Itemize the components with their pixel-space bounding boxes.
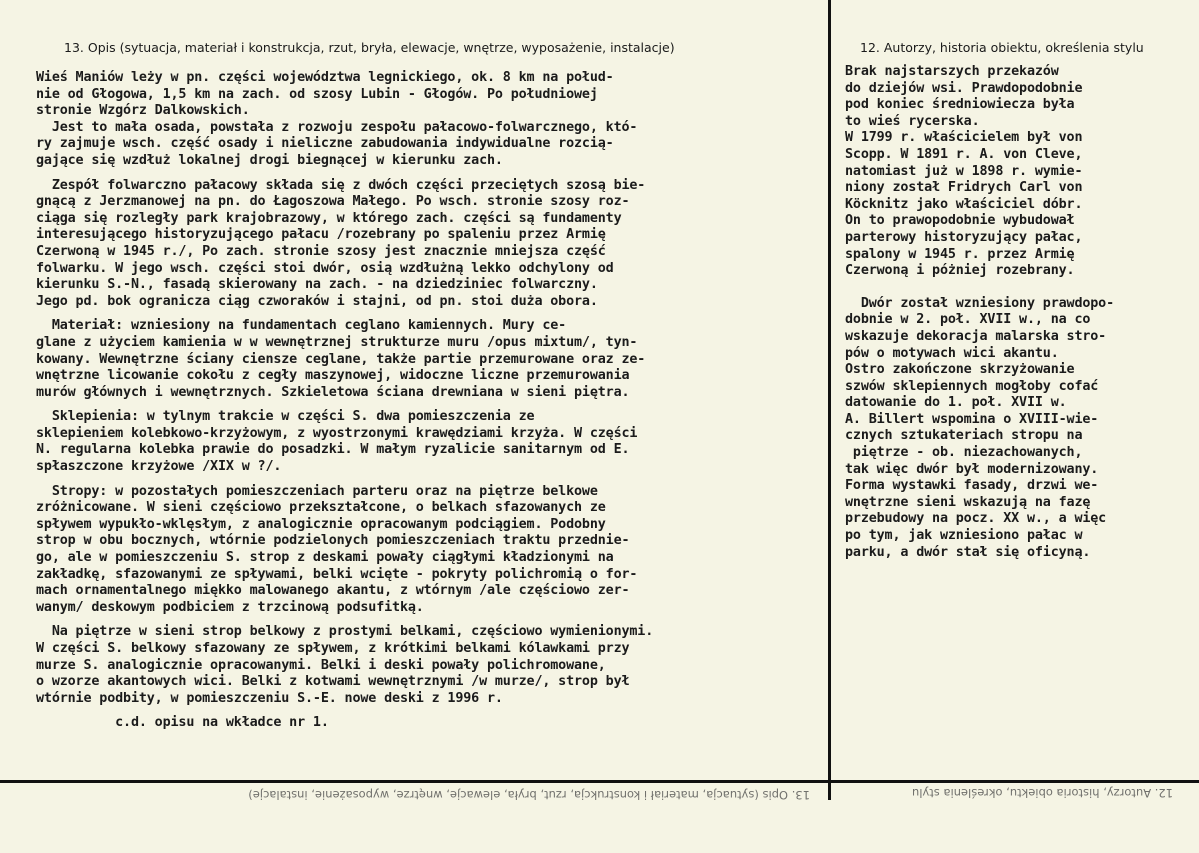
description-line: Materiał: wzniesiony na fundamentach ceglano kamiennych. Mury ce-: [36, 318, 567, 334]
description-line: kowany. Wewnętrzne ściany ciensze ceglane, także partie przemurowane oraz ze-: [36, 351, 646, 367]
description-line: gnącą z Jerzmanowej na pn. do Łagoszowa Małego. Po wsch. stronie szosy roz-: [36, 194, 630, 210]
bottom-rule: [0, 780, 1199, 783]
history-line: po tym, jak wzniesiono pałac w: [845, 528, 1083, 544]
description-line: stronie Wzgórz Dalkowskich.: [36, 103, 250, 119]
description-line: interesującego historyzującego pałacu /rozebrany po spaleniu przez Armię: [36, 227, 606, 243]
description-line: W części S. belkowy sfazowany ze spływem, z krótkimi belkami kólawkami przy: [36, 641, 630, 656]
description-line: murów głównych i wewnętrznych. Szkieletowa ściana drewniana w sieni piętra.: [36, 384, 630, 400]
right-column-header: 12. Autorzy, historia obiektu, określenia stylu: [860, 40, 1144, 55]
history-line: natomiast już w 1898 r. wymie-: [845, 163, 1083, 179]
description-line: [36, 476, 653, 484]
description-line: folwarku. W jego wsch. części stoi dwór, osią wzdłużną lekko odchylony od: [36, 260, 614, 276]
history-line: wskazuje dekoracja malarska stro-: [845, 328, 1107, 344]
history-line: Czerwoną i póżniej rozebrany.: [845, 263, 1075, 279]
history-line: przebudowy na pocz. XX w., a więc: [845, 511, 1107, 527]
description-line: Stropy: w pozostałych pomieszczeniach parteru oraz na piętrze belkowe: [36, 483, 598, 499]
description-line: o wzorze akantowych wici. Belki z kotwami wewnętrznymi /w murze/, strop był: [36, 674, 630, 690]
description-line: zróżnicowane. W sieni częściowo przekształcone, o belkach sfazowanych ze: [36, 500, 606, 516]
description-line: ry zajmuje wsch. część osady i nieliczne zabudowania indywidualne rozcią-: [36, 136, 614, 152]
history-line: wnętrzne sieni wskazują na fazę: [845, 494, 1091, 510]
history-line: szwów sklepiennych mogłoby cofać: [845, 378, 1099, 394]
description-line: Wieś Maniów leży w pn. części województwa legnickiego, ok. 8 km na połud-: [36, 70, 614, 85]
history-line: Scopp. W 1891 r. A. von Cleve,: [845, 146, 1083, 162]
description-line: go, ale w pomieszczeniu S. strop z deskami powały ciągłymi kładzionymi na: [36, 550, 614, 566]
description-line: spływem wypukło-wklęsłym, z analogicznie opracowanym podciągiem. Podobny: [36, 516, 606, 532]
history-line: piętrze - ob. niezachowanych,: [845, 445, 1083, 461]
description-line: zakładkę, sfazowanymi ze spływami, belki wcięte - pokryty polichromią o for-: [36, 566, 638, 582]
history-line: [845, 280, 1114, 288]
history-line: spalony w 1945 r. przez Armię: [845, 246, 1075, 262]
description-line: ciąga się rozległy park krajobrazowy, w którego zach. części są fundamenty: [36, 210, 622, 226]
mirrored-back-header-right: 12. Autorzy, historia obiektu, określenia stylu: [912, 786, 1174, 800]
description-line: spłaszczone krzyżowe /XIX w ?/.: [36, 459, 282, 475]
description-line: Na piętrze w sieni strop belkowy z prostymi belkami, częściowo wymienionymi.: [36, 624, 654, 640]
history-line: niony został Fridrych Carl von: [845, 180, 1083, 196]
history-text: [845, 64, 1114, 561]
description-line: Sklepienia: w tylnym trakcie w części S. dwa pomieszczenia ze: [36, 409, 535, 425]
description-text: [36, 70, 653, 732]
history-line: tak więc dwór był modernizowany.: [845, 461, 1099, 477]
history-line: cznych sztukateriach stropu na: [845, 428, 1083, 444]
history-line: parterowy historyzujący pałac,: [845, 229, 1083, 245]
description-line: Zespół folwarczno pałacowy składa się z dwóch części przeciętych szosą bie-: [36, 177, 646, 193]
description-line: wtórnie podbity, w pomieszczeniu S.-E. nowe deski z 1996 r.: [36, 690, 503, 706]
history-line: [845, 288, 1114, 296]
description-line: murze S. analogicznie opracowanymi. Belki i deski powały polichromowane,: [36, 657, 606, 673]
description-line: [36, 170, 653, 178]
description-line: sklepieniem kolebkowo-krzyżowym, z wyostrzonymi krawędziami krzyża. W części: [36, 425, 638, 441]
description-line: kierunku S.-N., fasadą skierowany na zach. - na dziedziniec folwarczny.: [36, 277, 598, 293]
description-line: Jest to mała osada, powstała z rozwoju zespołu pałacowo-folwarcznego, któ-: [36, 119, 638, 135]
history-line: to wieś rycerska.: [845, 113, 980, 129]
description-line: nie od Głogowa, 1,5 km na zach. od szosy Lubin - Głogów. Po południowej: [36, 86, 598, 102]
history-line: dobnie w 2. poł. XVII w., na co: [845, 312, 1091, 328]
description-line: wanym/ deskowym podbiciem z trzcinową podsufitką.: [36, 599, 424, 615]
mirrored-back-header-left: 13. Opis (sytuacja, materiał i konstrukcja, rzut, bryła, elewacje, wnętrze, wyposażenie, instalacje): [248, 788, 810, 802]
history-line: A. Billert wspomina o XVIII-wie-: [845, 411, 1099, 427]
history-line: Köcknitz jako właściciel dóbr.: [845, 196, 1083, 212]
description-line: Czerwoną w 1945 r./, Po zach. stronie szosy jest znacznie mniejsza część: [36, 243, 606, 259]
description-line: glane z użyciem kamienia w w wewnętrznej strukturze muru /opus mixtum/, tyn-: [36, 334, 638, 350]
history-line: Dwór został wzniesiony prawdopo-: [845, 295, 1115, 311]
description-line: wnętrzne licowanie cokołu z cegły maszynowej, widoczne liczne przemurowania: [36, 368, 630, 384]
description-line: N. regularna kolebka prawie do posadzki. W małym ryzalicie sanitarnym od E.: [36, 442, 630, 458]
history-line: Brak najstarszych przekazów: [845, 64, 1059, 79]
description-line: Jego pd. bok ogranicza ciąg czworaków i stajni, od pn. stoi duża obora.: [36, 293, 598, 309]
left-column-header: 13. Opis (sytuacja, materiał i konstrukcja, rzut, bryła, elewacje, wnętrze, wyposażenie, instalacje): [64, 40, 675, 55]
history-line: On to prawopodobnie wybudował: [845, 213, 1075, 229]
history-line: do dziejów wsi. Prawdopodobnie: [845, 80, 1083, 96]
description-line: mach ornamentalnego miękko malowanego akantu, z wtórnym /ale częściowo zer-: [36, 583, 630, 599]
history-line: Ostro zakończone skrzyżowanie: [845, 362, 1075, 378]
description-line: strop w obu bocznych, wtórnie podzielonych pomieszczeniach traktu przednie-: [36, 533, 630, 549]
column-divider: [828, 0, 831, 800]
description-line: gające się wzdłuż lokalnej drogi biegnącej w kierunku zach.: [36, 152, 503, 168]
history-line: pod koniec średniowiecza była: [845, 97, 1075, 113]
history-line: W 1799 r. właścicielem był von: [845, 130, 1083, 146]
history-line: pów o motywach wici akantu.: [845, 345, 1059, 361]
history-line: Forma wystawki fasady, drzwi we-: [845, 478, 1099, 494]
description-line: c.d. opisu na wkładce nr 1.: [36, 715, 329, 731]
history-line: datowanie do 1. poł. XVII w.: [845, 395, 1067, 411]
history-line: parku, a dwór stał się oficyną.: [845, 544, 1091, 560]
